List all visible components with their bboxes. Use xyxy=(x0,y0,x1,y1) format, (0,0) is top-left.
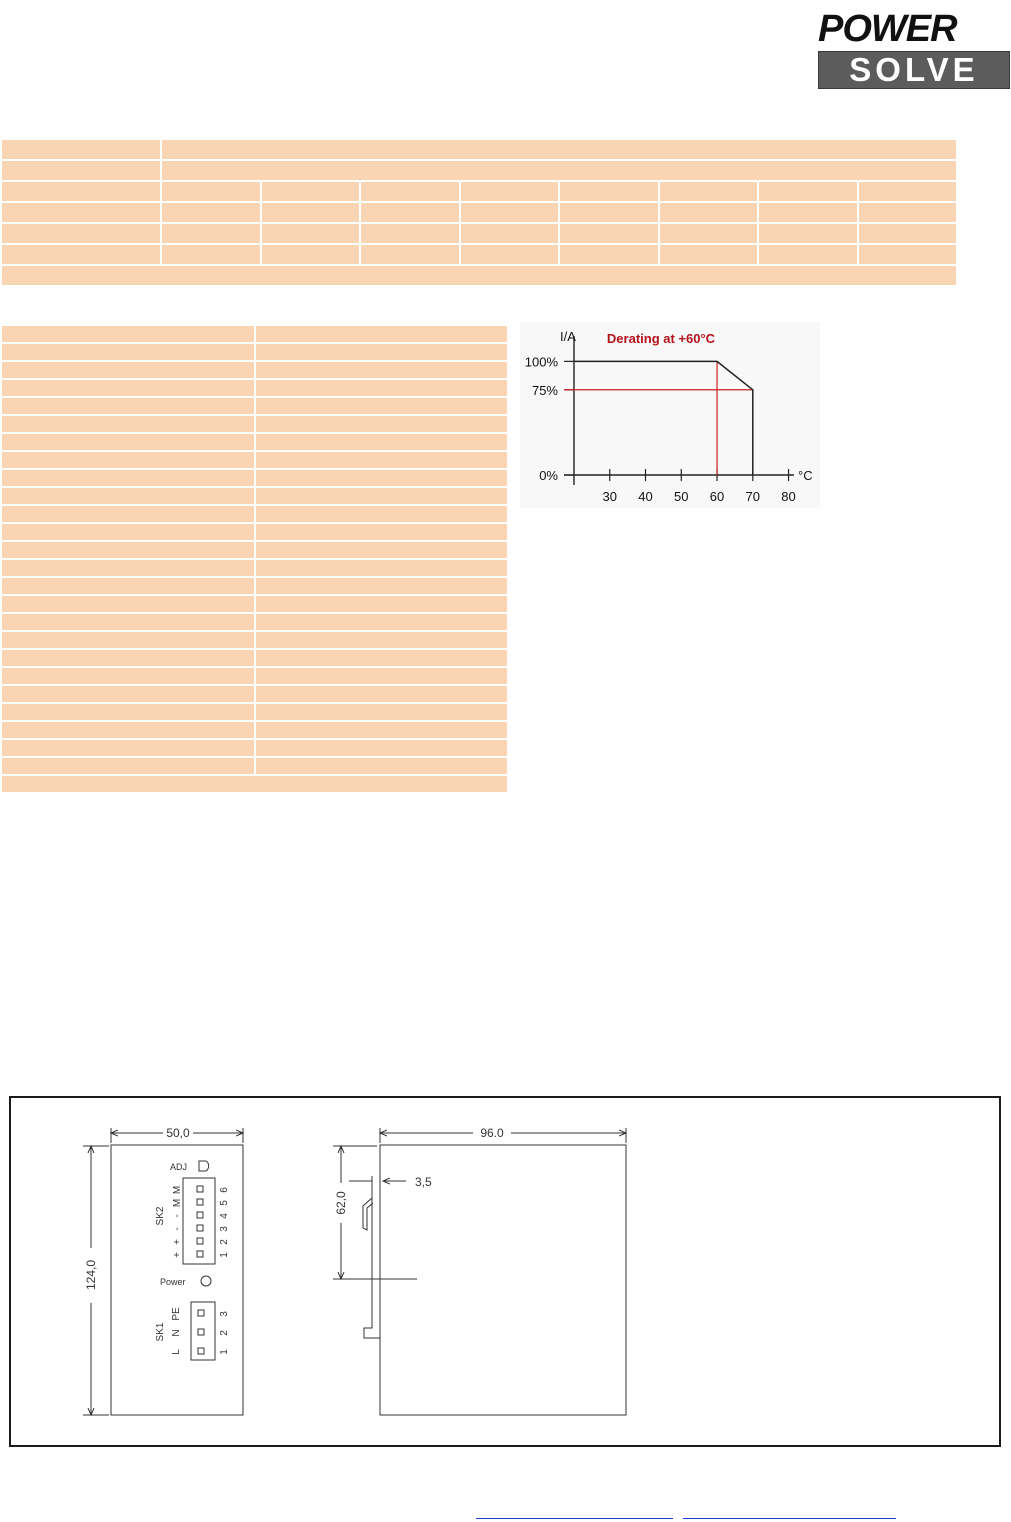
table-cell xyxy=(1,397,255,415)
table-row xyxy=(1,202,957,223)
table-cell xyxy=(255,559,508,577)
table-cell xyxy=(161,160,957,181)
table-cell xyxy=(1,160,161,181)
spec-table-left xyxy=(0,324,509,794)
table-cell xyxy=(1,505,255,523)
table-cell xyxy=(255,397,508,415)
table-cell xyxy=(858,223,958,244)
table-cell xyxy=(659,181,759,202)
table-cell xyxy=(255,487,508,505)
table-cell xyxy=(559,223,659,244)
sk1-pin-number: 2 xyxy=(219,1330,230,1336)
table-cell xyxy=(858,202,958,223)
table-cell xyxy=(1,244,161,265)
table-row xyxy=(1,505,508,523)
table-cell xyxy=(360,223,460,244)
table-cell xyxy=(1,325,255,343)
power-led-icon xyxy=(201,1276,211,1286)
table-cell xyxy=(758,244,858,265)
sk1-pin-number: 1 xyxy=(219,1349,230,1355)
table-cell xyxy=(1,703,255,721)
table-cell xyxy=(1,721,255,739)
x-tick-label: 30 xyxy=(602,489,617,504)
table-row xyxy=(1,139,957,160)
sk1-connector xyxy=(191,1302,215,1360)
x-tick-label: 50 xyxy=(674,489,689,504)
table-row xyxy=(1,379,508,397)
table-cell xyxy=(460,244,560,265)
dim-rail-depth: 3,5 xyxy=(415,1175,432,1189)
chart-title: Derating at +60°C xyxy=(606,331,716,346)
table-cell xyxy=(255,343,508,361)
table-cell xyxy=(1,451,255,469)
table-row xyxy=(1,325,508,343)
sk2-pin-signal: M xyxy=(172,1198,183,1208)
footer-link-left[interactable] xyxy=(476,1504,673,1519)
table-cell xyxy=(858,181,958,202)
table-cell xyxy=(161,202,261,223)
table-cell xyxy=(255,649,508,667)
x-tick-label: 40 xyxy=(638,489,653,504)
logo-wordmark-bottom: SOLVE xyxy=(818,51,1010,89)
sk2-pin-number: 1 xyxy=(219,1252,230,1258)
table-cell xyxy=(360,202,460,223)
table-row xyxy=(1,685,508,703)
sk2-pin-signal: M xyxy=(172,1185,183,1195)
table-cell xyxy=(758,202,858,223)
table-cell xyxy=(758,223,858,244)
table-cell xyxy=(1,415,255,433)
table-row xyxy=(1,265,957,286)
table-cell xyxy=(255,541,508,559)
table-row xyxy=(1,181,957,202)
table-row xyxy=(1,223,957,244)
table-row xyxy=(1,613,508,631)
table-cell xyxy=(1,559,255,577)
table-cell xyxy=(255,523,508,541)
table-row xyxy=(1,577,508,595)
table-row xyxy=(1,775,508,793)
logo-wordmark-top: POWER xyxy=(818,8,957,50)
sk2-pin-number: 6 xyxy=(219,1187,230,1193)
table-cell xyxy=(460,223,560,244)
table-row xyxy=(1,487,508,505)
x-axis-label: °C xyxy=(798,468,813,483)
table-row xyxy=(1,523,508,541)
table-row xyxy=(1,343,508,361)
table-cell xyxy=(255,361,508,379)
y-axis-label: I/A xyxy=(560,329,576,344)
footer-link-right[interactable] xyxy=(683,1504,896,1519)
table-cell xyxy=(261,202,361,223)
table-cell xyxy=(255,721,508,739)
dim-rail-offset: 62,0 xyxy=(334,1191,348,1215)
table-row xyxy=(1,244,957,265)
table-row xyxy=(1,160,957,181)
table-cell xyxy=(559,244,659,265)
table-cell xyxy=(1,631,255,649)
y-tick-label: 0% xyxy=(539,468,558,483)
table-cell xyxy=(255,685,508,703)
table-row xyxy=(1,595,508,613)
sk2-label: SK2 xyxy=(155,1206,166,1226)
table-cell xyxy=(659,202,759,223)
table-cell xyxy=(255,379,508,397)
table-cell xyxy=(758,181,858,202)
table-cell xyxy=(1,541,255,559)
table-cell xyxy=(1,739,255,757)
table-cell xyxy=(255,703,508,721)
adj-potentiometer-icon xyxy=(199,1161,209,1171)
din-clip xyxy=(363,1176,380,1338)
sk2-pin-number: 4 xyxy=(219,1213,230,1219)
x-tick-label: 70 xyxy=(745,489,761,504)
table-row xyxy=(1,667,508,685)
sk1-pin-signal: N xyxy=(171,1329,182,1337)
table-cell xyxy=(161,139,957,160)
table-cell xyxy=(1,379,255,397)
y-tick-label: 75% xyxy=(531,382,558,398)
table-cell xyxy=(1,361,255,379)
sk2-pin-signal: - xyxy=(172,1214,183,1218)
table-cell xyxy=(255,757,508,775)
table-cell xyxy=(255,469,508,487)
adj-label: ADJ xyxy=(170,1162,188,1172)
table-cell xyxy=(255,451,508,469)
sk1-pin-signal: PE xyxy=(171,1307,182,1321)
table-row xyxy=(1,721,508,739)
x-tick-label: 60 xyxy=(709,489,725,504)
table-cell xyxy=(255,595,508,613)
table-cell xyxy=(1,613,255,631)
table-row xyxy=(1,451,508,469)
table-cell xyxy=(255,505,508,523)
y-tick-label: 100% xyxy=(524,354,558,370)
table-row xyxy=(1,361,508,379)
table-cell xyxy=(360,244,460,265)
table-cell xyxy=(255,433,508,451)
table-cell xyxy=(659,244,759,265)
table-row xyxy=(1,415,508,433)
table-row xyxy=(1,757,508,775)
table-cell xyxy=(255,613,508,631)
dim-side-width: 96.0 xyxy=(480,1126,504,1140)
sk2-pin-signal: - xyxy=(172,1227,183,1231)
table-row xyxy=(1,433,508,451)
derating-chart xyxy=(520,322,820,508)
derating-curve xyxy=(574,361,753,475)
dim-front-width: 50,0 xyxy=(166,1126,190,1140)
table-cell xyxy=(1,487,255,505)
table-row xyxy=(1,631,508,649)
table-row xyxy=(1,469,508,487)
table-cell xyxy=(161,181,261,202)
table-cell xyxy=(1,139,161,160)
table-cell xyxy=(559,181,659,202)
table-cell xyxy=(1,523,255,541)
table-cell xyxy=(460,181,560,202)
table-cell xyxy=(161,223,261,244)
mechanical-drawing xyxy=(11,1098,999,1445)
sk2-pin-number: 3 xyxy=(219,1226,230,1232)
table-row xyxy=(1,541,508,559)
sk2-pin-number: 2 xyxy=(219,1239,230,1245)
table-cell xyxy=(1,757,255,775)
table-cell xyxy=(261,244,361,265)
table-row xyxy=(1,397,508,415)
sk2-pin-signal: + xyxy=(172,1252,183,1258)
table-cell xyxy=(1,649,255,667)
table-cell xyxy=(161,244,261,265)
table-cell xyxy=(1,265,957,286)
dim-height: 124,0 xyxy=(84,1259,98,1291)
table-cell xyxy=(255,415,508,433)
table-cell xyxy=(255,739,508,757)
power-label: Power xyxy=(160,1277,186,1287)
table-cell xyxy=(255,577,508,595)
table-cell xyxy=(255,325,508,343)
table-cell xyxy=(858,244,958,265)
sk1-pin-number: 3 xyxy=(219,1311,230,1317)
table-cell xyxy=(1,595,255,613)
table-cell xyxy=(255,631,508,649)
table-cell xyxy=(1,667,255,685)
table-row xyxy=(1,703,508,721)
table-row xyxy=(1,559,508,577)
table-row xyxy=(1,739,508,757)
table-cell xyxy=(460,202,560,223)
sk2-pin-signal: + xyxy=(172,1239,183,1245)
table-cell xyxy=(1,181,161,202)
table-cell xyxy=(559,202,659,223)
table-cell xyxy=(1,685,255,703)
power-solve-logo xyxy=(818,8,1010,88)
table-cell xyxy=(1,775,508,793)
table-cell xyxy=(659,223,759,244)
spec-table-top xyxy=(0,138,958,287)
table-cell xyxy=(255,667,508,685)
table-cell xyxy=(1,223,161,244)
table-cell xyxy=(360,181,460,202)
table-cell xyxy=(1,577,255,595)
x-tick-label: 80 xyxy=(781,489,796,504)
sk1-pin-signal: L xyxy=(171,1349,182,1355)
table-cell xyxy=(1,433,255,451)
table-row xyxy=(1,649,508,667)
table-cell xyxy=(1,343,255,361)
table-cell xyxy=(261,181,361,202)
sk2-pin-number: 5 xyxy=(219,1200,230,1206)
table-cell xyxy=(1,469,255,487)
mechanical-drawing-frame xyxy=(9,1096,1001,1447)
table-cell xyxy=(1,202,161,223)
sk1-label: SK1 xyxy=(155,1322,166,1342)
table-cell xyxy=(261,223,361,244)
